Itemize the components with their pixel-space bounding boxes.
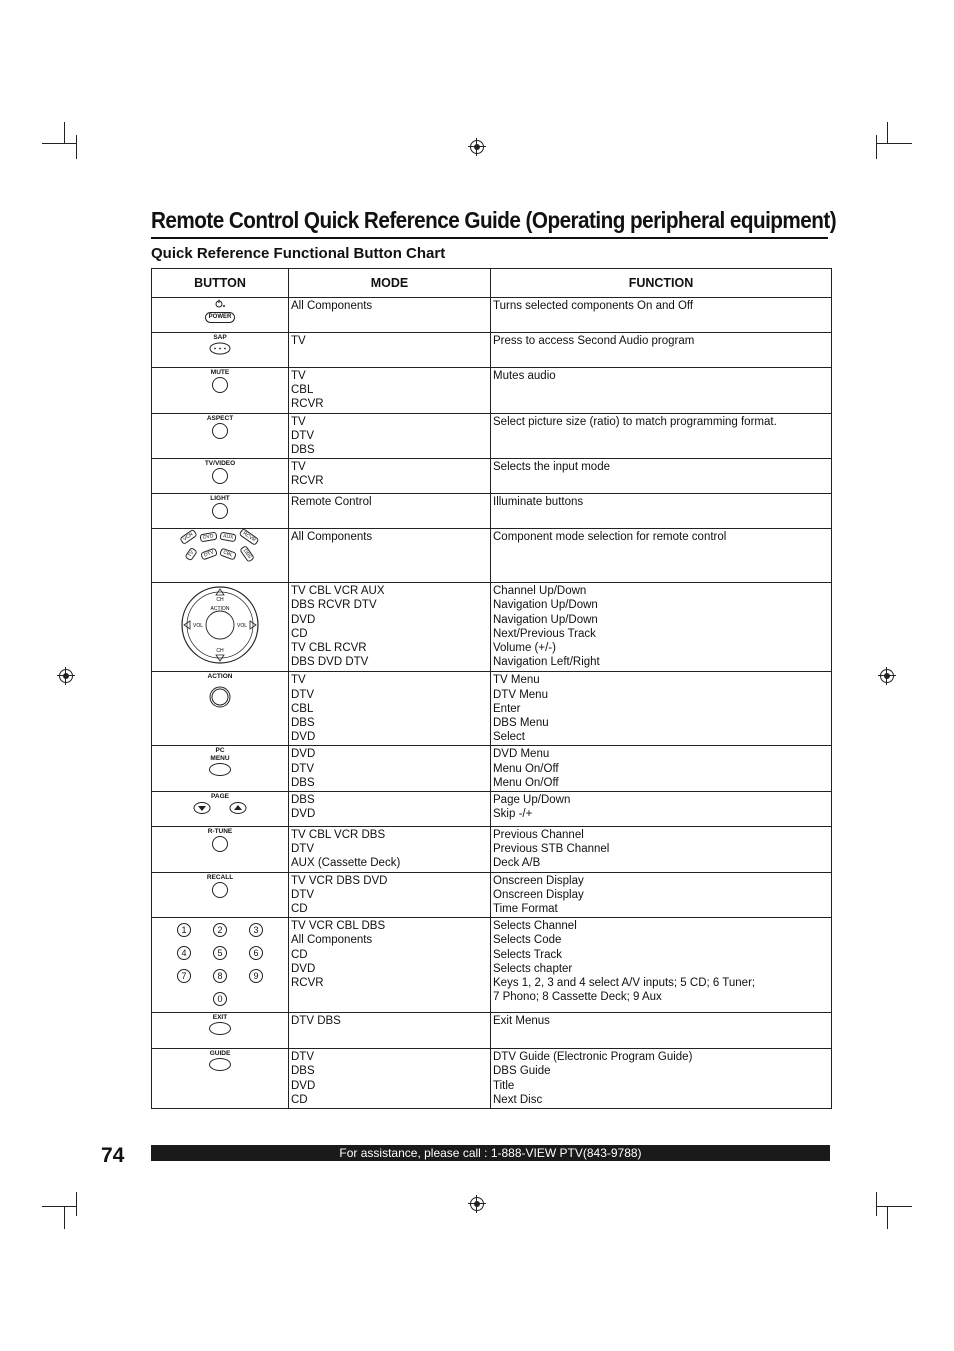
mode-text-line: DVD [291, 808, 316, 821]
number-keys-row [154, 919, 286, 942]
mode-text-line: TV CBL RCVR [291, 642, 367, 655]
function-cell [491, 333, 832, 368]
mode-button-vcr: VCR [180, 529, 198, 545]
mode-button-rcvr: RCVR [239, 528, 260, 546]
rtune-button-cell [152, 827, 289, 873]
function-text-line: Menu On/Off [493, 762, 559, 775]
function-text-line: TV Menu [493, 674, 540, 687]
mode-cell [289, 746, 491, 792]
function-text-line: Component mode selection for remote control [493, 531, 727, 544]
number-key-9: 9 [249, 969, 263, 983]
mute-button-icon [212, 377, 228, 393]
crop-mark [64, 122, 65, 144]
mode-text-line: RCVR [291, 977, 324, 990]
page-title: Remote Control Quick Reference Guide (Operating peripheral equipment) [151, 207, 837, 233]
function-cell [491, 827, 832, 873]
light-button-cell [152, 494, 289, 529]
function-text-line: Skip -/+ [493, 808, 533, 821]
table-header-row [152, 269, 832, 298]
registration-mark [59, 669, 73, 683]
function-text-line: Selects the input mode [493, 461, 610, 474]
function-text-line: 7 Phono; 8 Cassette Deck; 9 Aux [493, 991, 662, 1004]
mute-button-cell [152, 368, 289, 414]
mode-text-line: TV VCR DBS DVD [291, 874, 388, 887]
aspect-button-icon [212, 423, 228, 439]
table-row [152, 368, 832, 414]
mode-button-cbl: CBL [219, 548, 237, 561]
mode-cell [289, 672, 491, 746]
table-row [152, 459, 832, 494]
tvvideo-label: TV/VIDEO [204, 460, 236, 468]
mode-text-line: CD [291, 903, 308, 916]
pad-action-label: ACTION [210, 606, 230, 613]
registration-mark [470, 1197, 484, 1211]
mode-text-line: TV [291, 461, 306, 474]
function-text-line: DVD Menu [493, 748, 550, 761]
pad-ch-up-label: CH [216, 597, 224, 604]
crop-mark [76, 1192, 77, 1216]
tvvideo-button-cell [152, 459, 289, 494]
table-row [152, 827, 832, 873]
function-text-line: DTV Menu [493, 688, 548, 701]
mode-text-line: DVD [291, 731, 316, 744]
function-cell [491, 413, 832, 459]
header-mode: MODE [289, 269, 491, 298]
number-keys-row [154, 965, 286, 988]
table-row [152, 333, 832, 368]
function-text-line: Navigation Up/Down [493, 599, 598, 612]
footer-assistance-text: For assistance, please call : 1-888-VIEW PTV(843-9788) [339, 1146, 642, 1160]
sap-button-icon [209, 342, 231, 355]
table-row [152, 918, 832, 1013]
pad-vol-right-label: VOL [236, 623, 248, 630]
crop-mark [876, 143, 912, 144]
number-key-7: 7 [177, 969, 191, 983]
mode-text-line: All Components [291, 531, 373, 544]
aspect-label: ASPECT [206, 414, 234, 422]
mode-text-line: All Components [291, 934, 373, 947]
mode-text-line: DBS [291, 776, 315, 789]
pad-ch-down-label: CH [216, 648, 224, 655]
function-cell [491, 583, 832, 672]
function-text-line: Enter [493, 702, 521, 715]
function-text-line: Menu On/Off [493, 776, 559, 789]
mode-text-line: DBS DVD DTV [291, 656, 369, 669]
mode-text-line: DVD [291, 1079, 316, 1092]
number-keys-row [154, 942, 286, 965]
page-button-cell [152, 792, 289, 827]
mode-text-line: RCVR [291, 398, 324, 411]
mode-button-tv: TV [184, 547, 198, 562]
function-text-line: Select picture size (ratio) to match programming format. [493, 415, 777, 428]
action-button-icon [209, 686, 231, 708]
function-text-line: Next/Previous Track [493, 627, 596, 640]
mode-text-line: DVD [291, 613, 316, 626]
header-button: BUTTON [152, 269, 289, 298]
mode-cell [289, 792, 491, 827]
mode-cell [289, 494, 491, 529]
number-key-8: 8 [213, 969, 227, 983]
function-cell [491, 872, 832, 918]
function-cell [491, 529, 832, 583]
function-text-line: Previous Channel [493, 829, 584, 842]
number-key-6: 6 [249, 946, 263, 960]
recall-button-cell [152, 872, 289, 918]
mode-text-line: DVD [291, 748, 316, 761]
function-text-line: Press to access Second Audio program [493, 335, 695, 347]
mode-cell [289, 1049, 491, 1109]
function-text-line: Mutes audio [493, 370, 556, 382]
power-symbol-icon [214, 299, 226, 308]
section-subtitle: Quick Reference Functional Button Chart [151, 245, 446, 262]
button-chart-table [151, 268, 832, 1109]
function-text-line: Channel Up/Down [493, 585, 587, 598]
light-label: LIGHT [210, 495, 230, 503]
header-function: FUNCTION [491, 269, 832, 298]
mode-text-line: TV VCR CBL DBS [291, 920, 386, 933]
crop-mark [887, 1207, 888, 1229]
table-row [152, 1049, 832, 1109]
guide-button-icon [209, 1058, 231, 1071]
function-cell [491, 672, 832, 746]
power-button-cell [152, 298, 289, 333]
mode-text-line: CBL [291, 702, 314, 715]
mode-text-line: DVD [291, 962, 316, 975]
crop-mark [76, 135, 77, 159]
menu-button-icon [209, 763, 231, 776]
guide-label: GUIDE [209, 1050, 231, 1058]
function-cell [491, 298, 832, 333]
function-cell [491, 792, 832, 827]
sap-button-cell [152, 333, 289, 368]
function-text-line: Volume (+/-) [493, 642, 556, 655]
registration-mark [470, 140, 484, 154]
function-text-line: Onscreen Display [493, 888, 584, 901]
function-text-line: Navigation Left/Right [493, 656, 600, 669]
table-row [152, 413, 832, 459]
function-text-line: Title [493, 1079, 515, 1092]
navigation-pad-icon [180, 584, 260, 666]
function-text-line: Selects Code [493, 934, 562, 947]
exit-label: EXIT [212, 1014, 228, 1022]
mode-buttons-icon [174, 530, 266, 561]
number-key-2: 2 [213, 923, 227, 937]
function-text-line: Selects chapter [493, 962, 573, 975]
table-row [152, 672, 832, 746]
mode-button-dvd: DVD [200, 532, 218, 543]
mode-text-line: DTV DBS [291, 1015, 341, 1028]
mode-text-line: DBS [291, 1065, 315, 1078]
mode-text-line: CD [291, 627, 308, 640]
mode-text-line: TV CBL VCR AUX [291, 585, 385, 598]
function-text-line: Keys 1, 2, 3 and 4 select A/V inputs; 5 CD; 6 Tuner; [493, 977, 756, 990]
page-label: PAGE [211, 793, 229, 801]
number-key-0: 0 [213, 992, 227, 1006]
mode-text-line: Remote Control [291, 496, 372, 509]
menu-label: MENU [210, 755, 230, 763]
mode-cell [289, 583, 491, 672]
function-cell [491, 494, 832, 529]
mode-text-line: DBS [291, 717, 315, 730]
function-cell [491, 459, 832, 494]
power-button-icon: POWER [205, 312, 236, 323]
mode-text-line: DTV [291, 688, 314, 701]
menu-button-cell [152, 746, 289, 792]
function-text-line: Turns selected components On and Off [493, 300, 694, 312]
mode-text-line: CBL [291, 384, 314, 397]
page-buttons-icon [192, 801, 248, 815]
function-text-line: Selects Track [493, 948, 563, 961]
function-text-line: Illuminate buttons [493, 496, 584, 509]
rtune-button-icon [212, 836, 228, 852]
mode-text-line: DTV [291, 1051, 314, 1064]
mode-text-line: DTV [291, 429, 314, 442]
mode-cell [289, 459, 491, 494]
function-cell [491, 918, 832, 1013]
function-text-line: Page Up/Down [493, 794, 571, 807]
recall-label: RECALL [206, 873, 234, 881]
table-row [152, 792, 832, 827]
mode-button-dtv: DTV [200, 548, 218, 561]
table-row [152, 494, 832, 529]
mode-buttons-cell [152, 529, 289, 583]
function-text-line: Next Disc [493, 1093, 543, 1106]
mode-button-aux: AUX [219, 532, 236, 543]
action-button-cell [152, 672, 289, 746]
crop-mark [876, 1192, 877, 1216]
number-key-4: 4 [177, 946, 191, 960]
table-row [152, 746, 832, 792]
crop-mark [876, 135, 877, 159]
table-row [152, 1013, 832, 1049]
mode-text-line: TV CBL VCR DBS [291, 829, 386, 842]
function-text-line: Exit Menus [493, 1015, 550, 1028]
crop-mark [887, 122, 888, 144]
mode-cell [289, 529, 491, 583]
mode-text-line: All Components [291, 300, 373, 312]
mode-text-line: TV [291, 335, 306, 347]
pc-label: PC [215, 747, 225, 755]
function-cell [491, 1013, 832, 1049]
mode-text-line: DBS RCVR DTV [291, 599, 377, 612]
function-text-line: Previous STB Channel [493, 843, 610, 856]
exit-button-cell [152, 1013, 289, 1049]
function-text-line: Onscreen Display [493, 874, 584, 887]
mode-cell [289, 333, 491, 368]
guide-button-cell [152, 1049, 289, 1109]
crop-mark [64, 1207, 65, 1229]
mode-cell [289, 872, 491, 918]
mute-label: MUTE [210, 369, 230, 376]
mode-text-line: DTV [291, 888, 314, 901]
number-key-1: 1 [177, 923, 191, 937]
mode-button-dbs: DBS [239, 545, 255, 563]
mode-text-line: TV [291, 370, 306, 382]
mode-text-line: DBS [291, 444, 315, 457]
number-key-3: 3 [249, 923, 263, 937]
navigation-pad-cell [152, 583, 289, 672]
mode-cell [289, 368, 491, 414]
mode-text-line: TV [291, 415, 306, 428]
function-cell [491, 746, 832, 792]
registration-mark [880, 669, 894, 683]
table-row [152, 872, 832, 918]
function-text-line: Deck A/B [493, 857, 541, 870]
mode-text-line: DTV [291, 843, 314, 856]
table-row [152, 583, 832, 672]
mode-cell [289, 918, 491, 1013]
pad-vol-left-label: VOL [192, 623, 204, 630]
mode-cell [289, 298, 491, 333]
function-text-line: DTV Guide (Electronic Program Guide) [493, 1051, 693, 1064]
function-text-line: Navigation Up/Down [493, 613, 598, 626]
function-cell [491, 368, 832, 414]
mode-text-line: CD [291, 1093, 308, 1106]
page-number: 74 [101, 1144, 125, 1167]
sap-label: SAP [213, 334, 227, 341]
crop-mark [42, 1206, 76, 1207]
mode-text-line: CD [291, 948, 308, 961]
mode-text-line: DBS [291, 794, 315, 807]
function-text-line: Time Format [493, 903, 558, 916]
table-row [152, 298, 832, 333]
mode-cell [289, 413, 491, 459]
function-text-line: Select [493, 731, 525, 744]
rtune-label: R-TUNE [207, 828, 233, 836]
light-button-icon [212, 503, 228, 519]
mode-text-line: TV [291, 674, 306, 687]
mode-text-line: RCVR [291, 475, 324, 488]
function-text-line: DBS Guide [493, 1065, 551, 1078]
recall-button-icon [212, 882, 228, 898]
mode-cell [289, 827, 491, 873]
tvvideo-button-icon [212, 468, 228, 484]
mode-text-line: DTV [291, 762, 314, 775]
number-key-5: 5 [213, 946, 227, 960]
crop-mark [876, 1206, 912, 1207]
exit-button-icon [209, 1022, 231, 1035]
number-keys-cell [152, 918, 289, 1013]
aspect-button-cell [152, 413, 289, 459]
function-text-line: DBS Menu [493, 717, 549, 730]
table-row [152, 529, 832, 583]
crop-mark [42, 143, 76, 144]
mode-text-line: AUX (Cassette Deck) [291, 857, 401, 870]
title-rule [151, 237, 828, 239]
mode-cell [289, 1013, 491, 1049]
number-keys-row [154, 988, 286, 1011]
function-cell [491, 1049, 832, 1109]
function-text-line: Selects Channel [493, 920, 577, 933]
action-label: ACTION [207, 673, 233, 681]
